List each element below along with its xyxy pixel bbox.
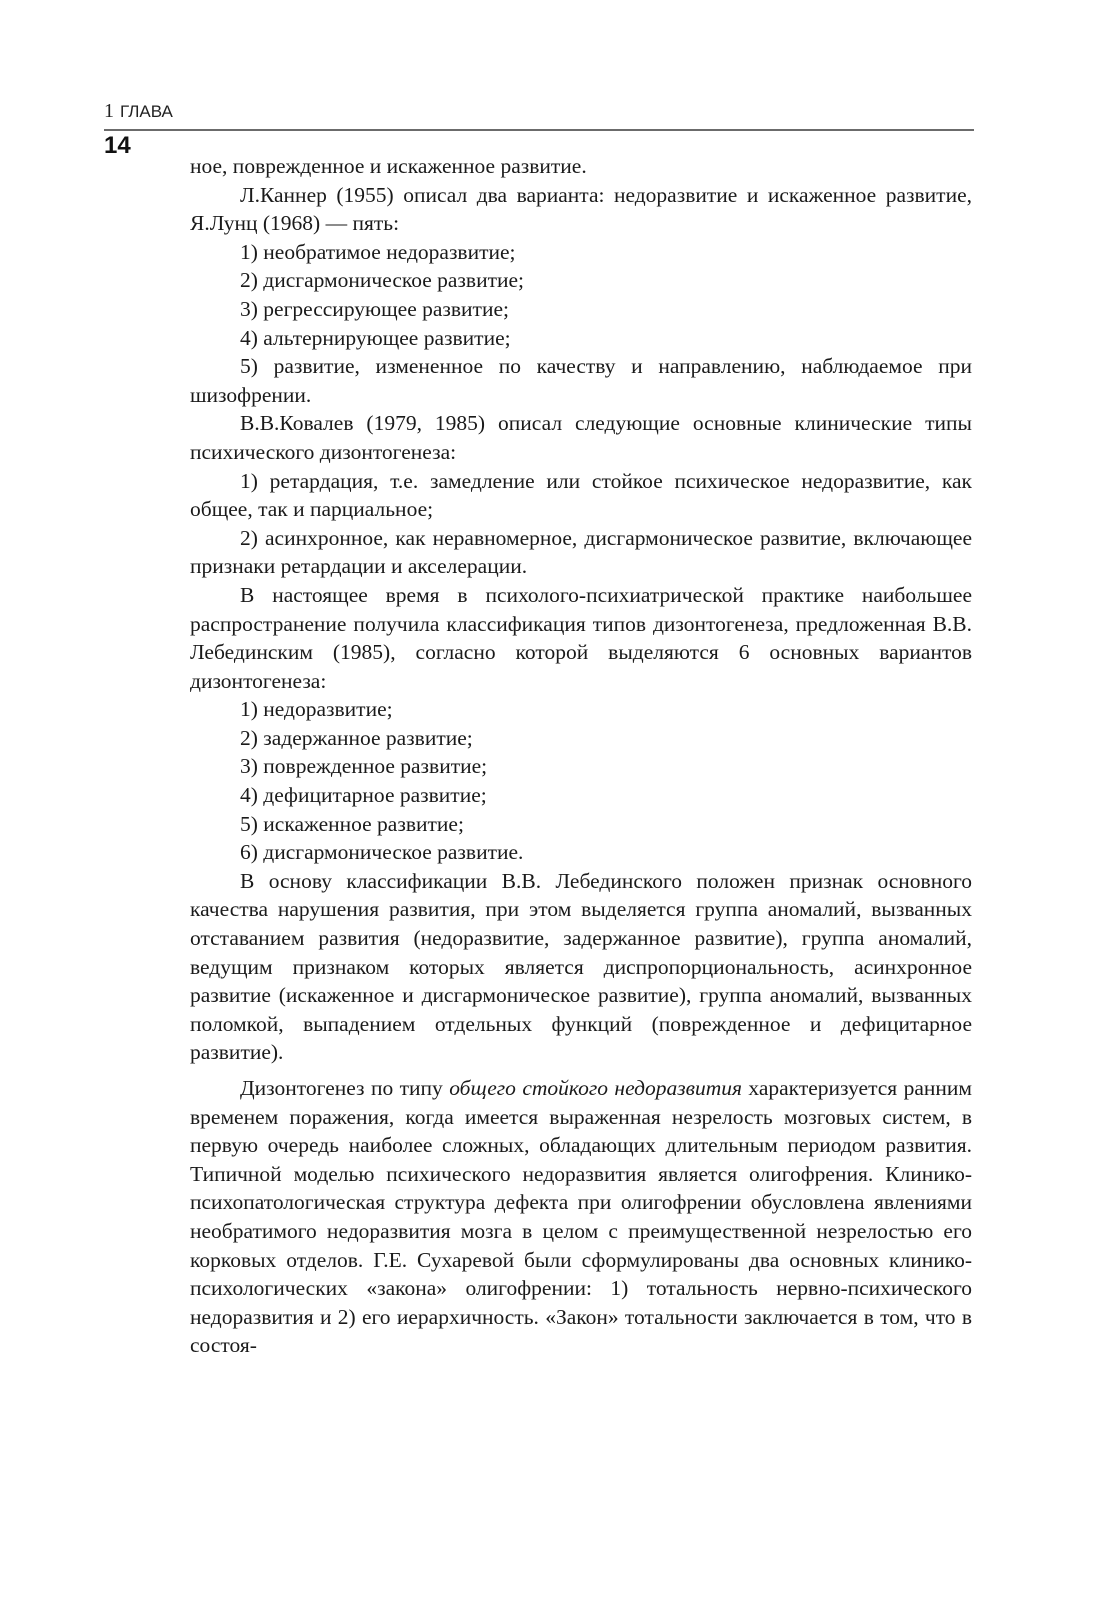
text-run: Дизонтогенез по типу [240, 1076, 450, 1100]
paragraph-kovalev: В.В.Ковалев (1979, 1985) описал следующие основные клинические типы психического дизонтогенеза: [190, 411, 972, 464]
emphasis: общего стойкого недоразвития [449, 1076, 742, 1100]
running-head [104, 100, 173, 123]
list-item: 5) искаженное развитие; [240, 811, 464, 836]
paragraph-basis: В основу классификации В.В. Лебединского положен признак основного качества нарушения развития, при этом выделяется группа аномалий, вызванных отставанием развития (недоразвитие, задержанное развитие), группа аномалий, ведущим признаком которых является диспропорциональность, асинхронное развитие (искаженное и дисгармоническое развитие), группа аномалий, вызванных поломкой, выпадением отдельных функций (поврежденное и дефицитарное развитие). [190, 868, 972, 1065]
list-item: 1) недоразвитие; [240, 697, 393, 722]
list-item: 4) дефицитарное развитие; [240, 783, 487, 808]
paragraph-opening: ное, поврежденное и искаженное развитие. [190, 154, 587, 178]
paragraph-kanner: Л.Каннер (1955) описал два варианта: недоразвитие и искаженное развитие, Я.Лунц (1968) — пять: [190, 182, 972, 236]
list-item: 5) развитие, измененное по качеству и направлению, наблюдаемое при шизофрении. [190, 354, 972, 407]
body-text [190, 152, 972, 1360]
text-run: характеризуется ранним временем поражения, когда имеется выраженная незрелость мозговых систем, в первую очередь наиболее сложных, обладающих длительным периодом развития. Типичной моделью психического недоразвития является олигофрения. Клинико-психопатологическая структура дефекта при олигофрении обусловлена явлениями необратимого недоразвития мозга в целом с преимущественной незрелостью его корковых отделов. Г.Е. Сухаревой были сформулированы два основных клинико-психологических «закона» олигофрении: 1) тотальность нервно-психического недоразвития и 2) его иерархичность. «Закон» тотальности заключается в том, что в состоя- [190, 1076, 973, 1358]
list-item: 1) необратимое недоразвитие; [240, 239, 516, 264]
list-item: 2) асинхронное, как неравномерное, дисгармоническое развитие, включающее признаки ретардации и акселерации. [190, 525, 972, 579]
paragraph-underdevelopment [190, 1074, 972, 1360]
list-item: 1) ретардация, т.е. замедление или стойкое психическое недоразвитие, как общее, так и парциальное; [190, 468, 972, 522]
list-item: 2) задержанное развитие; [240, 725, 473, 750]
list-item: 6) дисгармоническое развитие. [240, 840, 524, 865]
header-rule [104, 129, 974, 131]
list-item: 2) дисгармоническое развитие; [240, 268, 525, 293]
list-item: 4) альтернирующее развитие; [240, 325, 511, 350]
chapter-label: ГЛАВА [120, 102, 173, 121]
chapter-number: 1 [104, 100, 114, 122]
list-item: 3) регрессирующее развитие; [240, 296, 509, 321]
page-number: 14 [104, 132, 131, 159]
paragraph-lebedinsky-intro: В настоящее время в психолого-психиатрической практике наибольшее распространение получила классификация типов дизонтогенеза, предложенная В.В. Лебединским (1985), согласно которой выделяются 6 основных вариантов дизонтогенеза: [190, 582, 972, 693]
list-item: 3) поврежденное развитие; [240, 754, 488, 779]
